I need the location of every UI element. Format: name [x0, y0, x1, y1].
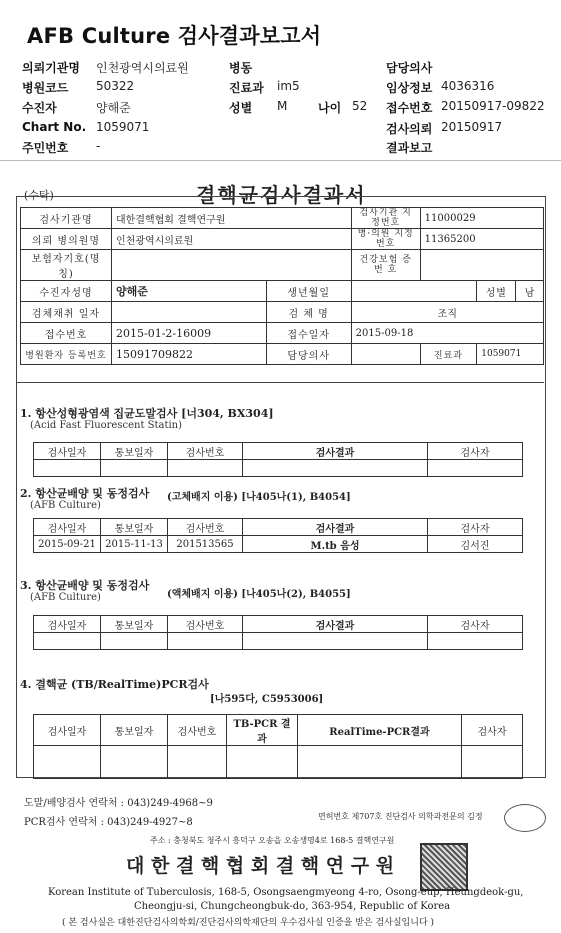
- section-1-table: [33, 442, 523, 477]
- english-address-2: Cheongju-si, Chungcheongbuk-do, 363-954, Republic of Korea: [134, 901, 451, 912]
- form-title: 결핵균검사결과서: [196, 183, 367, 207]
- section-2-extra: (고체배지 이용) [나405나(1), B4054]: [167, 492, 351, 503]
- label-result-report: 결과보고: [386, 141, 433, 155]
- license-text: 면허번호 제707호 진단검사 의학과전문의 김정: [318, 812, 483, 821]
- col-header: 검사결과: [243, 443, 428, 460]
- cell-value: 1059071: [477, 344, 544, 365]
- section-2-title: 2. 항산균배양 및 동정검사: [20, 487, 150, 500]
- col-header: 검사일자: [34, 715, 101, 746]
- value-sex: M: [277, 99, 288, 113]
- label-sex: 성별: [229, 101, 253, 115]
- report-title: AFB Culture 검사결과보고서: [27, 24, 322, 48]
- section-3-subtitle: (AFB Culture): [30, 592, 101, 603]
- cell-value: 조직: [351, 302, 543, 323]
- cell-label: 접수일자: [266, 323, 351, 344]
- col-header: 검사자: [462, 715, 523, 746]
- divider: [0, 160, 561, 161]
- section-3-extra: (액체배지 이용) [나405나(2), B4055]: [167, 589, 351, 600]
- value-dept: im5: [277, 79, 300, 93]
- label-dept: 진료과: [229, 81, 264, 95]
- contact-culture: 도말/배양검사 연락처 : 043)249-4968~9: [24, 798, 213, 809]
- test-result: M.tb 음성: [243, 536, 428, 553]
- info-table: [20, 207, 544, 365]
- cell-label: 진료과: [420, 344, 477, 365]
- col-header: 검사자: [428, 443, 523, 460]
- signature-stamp: [504, 804, 546, 832]
- col-header: TB-PCR 결과: [227, 715, 298, 746]
- notify-date: 2015-11-13: [101, 536, 168, 553]
- cell-value: [420, 250, 543, 281]
- cell-label: 건강보험 증 번 호: [351, 250, 420, 281]
- table-row: [34, 460, 523, 477]
- table-row: [34, 633, 523, 650]
- section-3-title: 3. 항산균배양 및 동정검사: [20, 579, 150, 592]
- value-age: 52: [352, 99, 368, 113]
- section-1-title: 1. 항산성형광염색 집균도말검사 [너304, BX304]: [20, 407, 274, 420]
- cell-label: 수진자성명: [21, 281, 112, 302]
- cell-value: 11365200: [420, 229, 543, 250]
- table-row: [34, 746, 523, 779]
- value-request-date: 20150917: [441, 120, 503, 134]
- section-4-title: 4. 결핵균 (TB/RealTime)PCR검사: [20, 678, 209, 691]
- cell-label: 병·의원 지정번호: [351, 229, 420, 250]
- value-hospital-code: 50322: [96, 79, 135, 93]
- value-clinical-info: 4036316: [441, 79, 495, 93]
- cell-value: 2015-09-18: [351, 323, 543, 344]
- label-institution: 의뢰기관명: [22, 61, 80, 75]
- col-header: 검사결과: [243, 519, 428, 536]
- cell-label: 검사기관 지정번호: [351, 208, 420, 229]
- form-type-label: (수탁): [24, 189, 54, 202]
- col-header: 검사번호: [168, 443, 243, 460]
- cell-value: 인천광역시의료원: [112, 229, 352, 250]
- col-header: 통보일자: [101, 443, 168, 460]
- cell-value: [351, 344, 420, 365]
- label-age: 나이: [318, 101, 342, 115]
- section-1-subtitle: (Acid Fast Fluorescent Statin): [30, 420, 183, 431]
- value-chart-no: 1059071: [96, 120, 150, 134]
- cell-value: 15091709822: [112, 344, 267, 365]
- section-4-extra: [나595다, C5953006]: [210, 694, 324, 705]
- label-request-date: 검사의뢰: [386, 122, 433, 136]
- table-row: [34, 536, 523, 553]
- cell-label: 병원환자 등록번호: [21, 344, 112, 365]
- cell-label: 성별: [477, 281, 516, 302]
- col-header: 검사번호: [168, 519, 243, 536]
- label-doctor: 담당의사: [386, 61, 433, 75]
- label-hospital-code: 병원코드: [22, 81, 69, 95]
- cell-value: 대한결핵협회 결핵연구원: [112, 208, 352, 229]
- official-seal: [420, 843, 468, 891]
- col-header: 검사번호: [168, 616, 243, 633]
- cell-label: 검사기관명: [21, 208, 112, 229]
- col-header: 검사결과: [243, 616, 428, 633]
- col-header: 통보일자: [101, 616, 168, 633]
- label-chart-no: Chart No.: [22, 120, 87, 134]
- label-patient: 수진자: [22, 101, 57, 115]
- col-header: RealTime-PCR결과: [298, 715, 462, 746]
- cell-value: 2015-01-2-16009: [112, 323, 267, 344]
- cell-value: 양해준: [112, 281, 267, 302]
- col-header: 통보일자: [101, 715, 168, 746]
- cell-label: 담당의사: [266, 344, 351, 365]
- col-header: 검사자: [428, 616, 523, 633]
- cell-label: 접수번호: [21, 323, 112, 344]
- section-2-subtitle: (AFB Culture): [30, 500, 101, 511]
- cell-value: [112, 250, 352, 281]
- label-resident-no: 주민번호: [22, 141, 69, 155]
- col-header: 통보일자: [101, 519, 168, 536]
- cell-value: [112, 302, 267, 323]
- contact-pcr: PCR검사 연락처 : 043)249-4927~8: [24, 817, 193, 828]
- label-receipt-no: 접수번호: [386, 101, 433, 115]
- col-header: 검사자: [428, 519, 523, 536]
- cell-label: 검 체 명: [266, 302, 351, 323]
- organization-name: 대 한 결 핵 협 회 결 핵 연 구 원: [126, 855, 395, 877]
- col-header: 검사일자: [34, 616, 101, 633]
- value-institution: 인천광역시의료원: [96, 61, 189, 75]
- col-header: 검사번호: [168, 715, 227, 746]
- value-patient: 양해준: [96, 101, 131, 115]
- certification-footnote: ( 본 검사실은 대한진단검사의학회/진단검사의학재단의 우수검사실 인증을 받은 검사실입니다 ): [62, 918, 435, 928]
- cell-value: [351, 281, 477, 302]
- label-clinical-info: 임상정보: [386, 81, 433, 95]
- cell-value: 11000029: [420, 208, 543, 229]
- english-address-1: Korean Institute of Tuberculosis, 168-5, Osongsaengmyeong 4-ro, Osong-eup, Heungdeok-gu,: [48, 887, 524, 898]
- section-4-table: [33, 714, 523, 779]
- cell-label: 검체채취 일자: [21, 302, 112, 323]
- form-divider: [16, 382, 544, 383]
- col-header: 검사일자: [34, 443, 101, 460]
- cell-value: 남: [516, 281, 544, 302]
- tester: 김서진: [428, 536, 523, 553]
- section-3-table: [33, 615, 523, 650]
- cell-label: 생년월일: [266, 281, 351, 302]
- test-no: 201513565: [168, 536, 243, 553]
- address-text: 주소 : 충청북도 청주시 흥덕구 오송읍 오송생명4로 168-5 결핵연구원: [150, 836, 395, 845]
- value-resident-no: -: [96, 139, 101, 153]
- test-date: 2015-09-21: [34, 536, 101, 553]
- cell-label: 보험자기호(명칭): [21, 250, 112, 281]
- section-2-table: [33, 518, 523, 553]
- value-receipt-no: 20150917-09822: [441, 99, 545, 113]
- cell-label: 의뢰 병의원명: [21, 229, 112, 250]
- label-ward: 병동: [229, 61, 253, 75]
- col-header: 검사일자: [34, 519, 101, 536]
